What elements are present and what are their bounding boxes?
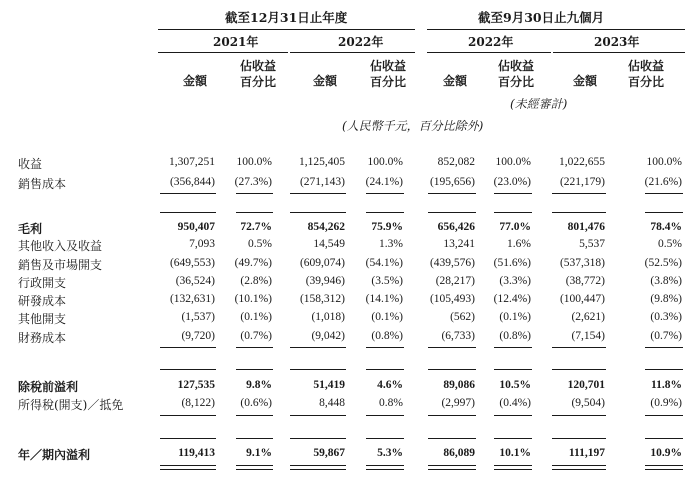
cell-cost-of-sales-2023-amount: (221,179) xyxy=(559,176,605,188)
rule-after-finance-costs-3 xyxy=(366,347,404,348)
row-label-profit-before-tax: 除稅前溢利 xyxy=(18,380,79,394)
rule-before-gross-profit-1 xyxy=(236,212,273,213)
rule-after-cost-of-sales-6 xyxy=(552,193,606,194)
pct-label-2023-line1: 佔收益 xyxy=(628,59,665,73)
cell-finance-costs-2022-amount: (9,042) xyxy=(311,330,345,342)
rule-after-finance-costs-4 xyxy=(428,347,476,348)
amount-label-2021: 金額 xyxy=(183,74,208,88)
nine-month-period-header: 截至9月30日止九個月 xyxy=(478,10,605,25)
cell-profit-for-period-2023-pct: 10.9% xyxy=(650,447,682,459)
rule-before-profit-4 xyxy=(428,438,476,439)
rule-before-profit-5 xyxy=(494,438,532,439)
cell-profit-for-period-2022nm-amount: 86,089 xyxy=(443,447,475,459)
cell-rnd-costs-2021-pct: (10.1%) xyxy=(234,293,272,305)
cell-gross-profit-2022-amount: 854,262 xyxy=(307,221,345,233)
cell-gross-profit-2023-pct: 78.4% xyxy=(650,221,682,233)
rule-before-profit-before-tax-6 xyxy=(552,369,606,370)
rule-before-gross-profit-2 xyxy=(290,212,346,213)
row-label-finance-costs: 財務成本 xyxy=(18,331,67,345)
row-label-income-tax: 所得稅(開支)／抵免 xyxy=(18,398,124,412)
cell-admin-expenses-2023-amount: (38,772) xyxy=(565,275,605,287)
rule-before-profit-3 xyxy=(366,438,404,439)
cell-rnd-costs-2022-amount: (158,312) xyxy=(299,293,345,305)
rule-after-finance-costs-0 xyxy=(160,347,216,348)
cell-cost-of-sales-2023-pct: (21.6%) xyxy=(644,176,682,188)
cell-other-income-2022-amount: 14,549 xyxy=(313,238,345,250)
cell-admin-expenses-2022-pct: (3.5%) xyxy=(371,275,403,287)
rule-before-gross-profit-3 xyxy=(366,212,404,213)
row-label-gross-profit: 毛利 xyxy=(18,222,43,236)
rule-after-income-tax-7 xyxy=(645,415,683,416)
cell-income-tax-2022nm-pct: (0.4%) xyxy=(499,397,531,409)
rule-after-income-tax-5 xyxy=(494,415,532,416)
rule-after-cost-of-sales-1 xyxy=(236,193,273,194)
rule-after-income-tax-4 xyxy=(428,415,476,416)
double-rule-after-profit-5 xyxy=(494,465,532,470)
cell-revenue-2022nm-amount: 852,082 xyxy=(437,156,475,168)
cell-other-expenses-2023-pct: (0.3%) xyxy=(650,311,682,323)
rule-before-profit-2 xyxy=(290,438,346,439)
cell-other-income-2021-pct: 0.5% xyxy=(248,238,272,250)
rule-after-finance-costs-7 xyxy=(645,347,683,348)
cell-cost-of-sales-2022nm-pct: (23.0%) xyxy=(493,176,531,188)
cell-gross-profit-2021-pct: 72.7% xyxy=(240,221,272,233)
year-2022-nine-month-header: 2022年 xyxy=(468,35,514,49)
cell-profit-before-tax-2022nm-pct: 10.5% xyxy=(499,379,531,391)
cell-gross-profit-2022-pct: 75.9% xyxy=(371,221,403,233)
rule-before-profit-before-tax-1 xyxy=(236,369,273,370)
cell-profit-before-tax-2023-pct: 11.8% xyxy=(651,379,682,391)
row-label-admin-expenses: 行政開支 xyxy=(18,276,67,290)
rule-after-finance-costs-1 xyxy=(236,347,273,348)
amount-label-2022: 金額 xyxy=(313,74,338,88)
amount-label-2022-nm: 金額 xyxy=(443,74,468,88)
nine-month-header-rule xyxy=(427,29,685,30)
cell-selling-expenses-2022nm-pct: (51.6%) xyxy=(493,257,531,269)
cell-selling-expenses-2022-pct: (54.1%) xyxy=(365,257,403,269)
cell-cost-of-sales-2022-pct: (24.1%) xyxy=(365,176,403,188)
rule-before-gross-profit-4 xyxy=(428,212,476,213)
cell-profit-for-period-2021-amount: 119,413 xyxy=(178,447,215,459)
cell-finance-costs-2022nm-pct: (0.8%) xyxy=(499,330,531,342)
cell-cost-of-sales-2021-pct: (27.3%) xyxy=(234,176,272,188)
cell-rnd-costs-2023-pct: (9.8%) xyxy=(650,293,682,305)
rule-after-cost-of-sales-3 xyxy=(366,193,404,194)
cell-cost-of-sales-2022-amount: (271,143) xyxy=(299,176,345,188)
cell-cost-of-sales-2022nm-amount: (195,656) xyxy=(429,176,475,188)
cell-other-expenses-2022-amount: (1,018) xyxy=(311,311,345,323)
cell-revenue-2022-pct: 100.0% xyxy=(367,156,403,168)
year-2022-nm-rule xyxy=(427,52,551,53)
rule-after-cost-of-sales-7 xyxy=(645,193,683,194)
cell-revenue-2022-amount: 1,125,405 xyxy=(299,156,345,168)
pct-label-2022-nm-line1: 佔收益 xyxy=(498,59,535,73)
cell-admin-expenses-2022nm-amount: (28,217) xyxy=(435,275,475,287)
pct-label-2023-line2: 百分比 xyxy=(628,75,665,89)
cell-admin-expenses-2021-amount: (36,524) xyxy=(175,275,215,287)
cell-profit-for-period-2022-amount: 59,867 xyxy=(313,447,345,459)
pct-label-2021-line1: 佔收益 xyxy=(240,59,277,73)
cell-income-tax-2021-amount: (8,122) xyxy=(181,397,215,409)
rule-after-cost-of-sales-4 xyxy=(428,193,476,194)
rule-after-finance-costs-5 xyxy=(494,347,532,348)
cell-admin-expenses-2022-amount: (39,946) xyxy=(305,275,345,287)
double-rule-after-profit-2 xyxy=(290,465,346,470)
cell-finance-costs-2021-amount: (9,720) xyxy=(181,330,215,342)
unit-note: (人民幣千元，百分比除外) xyxy=(342,119,484,133)
cell-selling-expenses-2023-pct: (52.5%) xyxy=(644,257,682,269)
rule-after-income-tax-6 xyxy=(552,415,606,416)
cell-other-income-2023-amount: 5,537 xyxy=(579,238,605,250)
cell-selling-expenses-2022nm-amount: (439,576) xyxy=(429,257,475,269)
cell-rnd-costs-2022nm-amount: (105,493) xyxy=(429,293,475,305)
cell-profit-before-tax-2022-amount: 51,419 xyxy=(313,379,345,391)
year-2023-header: 2023年 xyxy=(594,35,640,49)
cell-gross-profit-2022nm-amount: 656,426 xyxy=(437,221,475,233)
cell-selling-expenses-2021-pct: (49.7%) xyxy=(234,257,272,269)
cell-profit-before-tax-2022-pct: 4.6% xyxy=(377,379,403,391)
pct-label-2022-nm-line2: 百分比 xyxy=(498,75,535,89)
row-label-selling-expenses: 銷售及市場開支 xyxy=(18,258,103,272)
rule-before-profit-0 xyxy=(160,438,216,439)
cell-revenue-2023-amount: 1,022,655 xyxy=(559,156,605,168)
rule-after-cost-of-sales-5 xyxy=(494,193,532,194)
rule-after-cost-of-sales-2 xyxy=(290,193,346,194)
rule-after-income-tax-3 xyxy=(366,415,404,416)
year-2021-rule xyxy=(158,52,288,53)
cell-profit-for-period-2023-amount: 111,197 xyxy=(568,447,605,459)
annual-period-header: 截至12月31日止年度 xyxy=(225,10,348,25)
double-rule-after-profit-0 xyxy=(160,465,216,470)
cell-gross-profit-2022nm-pct: 77.0% xyxy=(499,221,531,233)
cell-profit-for-period-2022-pct: 5.3% xyxy=(377,447,403,459)
unaudited-note: (未經審計) xyxy=(510,97,568,111)
amount-label-2023: 金額 xyxy=(573,74,598,88)
cell-income-tax-2022-pct: 0.8% xyxy=(379,397,403,409)
row-label-revenue: 收益 xyxy=(18,157,43,171)
year-2021-header: 2021年 xyxy=(213,35,259,49)
cell-income-tax-2023-amount: (9,504) xyxy=(571,397,605,409)
rule-after-income-tax-2 xyxy=(290,415,346,416)
rule-after-finance-costs-2 xyxy=(290,347,346,348)
rule-before-profit-before-tax-3 xyxy=(366,369,404,370)
cell-other-income-2022-pct: 1.3% xyxy=(379,238,403,250)
row-label-other-income: 其他收入及收益 xyxy=(18,239,103,253)
cell-income-tax-2022-amount: 8,448 xyxy=(319,397,345,409)
year-2023-rule xyxy=(553,52,685,53)
cell-finance-costs-2021-pct: (0.7%) xyxy=(240,330,272,342)
cell-finance-costs-2022nm-amount: (6,733) xyxy=(441,330,475,342)
cell-other-income-2022nm-amount: 13,241 xyxy=(443,238,475,250)
row-label-other-expenses: 其他開支 xyxy=(18,312,67,326)
cell-finance-costs-2023-amount: (7,154) xyxy=(571,330,605,342)
row-label-profit-for-period: 年／期內溢利 xyxy=(18,448,91,462)
cell-other-income-2023-pct: 0.5% xyxy=(658,238,682,250)
rule-before-profit-7 xyxy=(645,438,683,439)
cell-revenue-2022nm-pct: 100.0% xyxy=(495,156,531,168)
cell-rnd-costs-2021-amount: (132,631) xyxy=(169,293,215,305)
double-rule-after-profit-1 xyxy=(236,465,273,470)
cell-other-expenses-2021-pct: (0.1%) xyxy=(240,311,272,323)
cell-profit-before-tax-2021-pct: 9.8% xyxy=(246,379,272,391)
cell-selling-expenses-2022-amount: (609,074) xyxy=(299,257,345,269)
rule-before-gross-profit-6 xyxy=(552,212,606,213)
cell-other-expenses-2023-amount: (2,621) xyxy=(571,311,605,323)
cell-rnd-costs-2022nm-pct: (12.4%) xyxy=(493,293,531,305)
cell-revenue-2023-pct: 100.0% xyxy=(646,156,682,168)
cell-selling-expenses-2023-amount: (537,318) xyxy=(559,257,605,269)
year-2022-rule xyxy=(290,52,415,53)
rule-before-gross-profit-7 xyxy=(645,212,683,213)
pct-label-2021-line2: 百分比 xyxy=(240,75,277,89)
rule-before-profit-6 xyxy=(552,438,606,439)
cell-revenue-2021-amount: 1,307,251 xyxy=(169,156,215,168)
cell-income-tax-2021-pct: (0.6%) xyxy=(240,397,272,409)
rule-before-gross-profit-0 xyxy=(160,212,216,213)
pct-label-2022-line1: 佔收益 xyxy=(370,59,407,73)
cell-profit-for-period-2022nm-pct: 10.1% xyxy=(499,447,531,459)
double-rule-after-profit-6 xyxy=(552,465,606,470)
cell-selling-expenses-2021-amount: (649,553) xyxy=(169,257,215,269)
cell-revenue-2021-pct: 100.0% xyxy=(236,156,272,168)
year-2022-header: 2022年 xyxy=(338,35,384,49)
cell-rnd-costs-2022-pct: (14.1%) xyxy=(365,293,403,305)
rule-before-profit-before-tax-2 xyxy=(290,369,346,370)
cell-finance-costs-2023-pct: (0.7%) xyxy=(650,330,682,342)
rule-before-gross-profit-5 xyxy=(494,212,532,213)
cell-other-income-2022nm-pct: 1.6% xyxy=(507,238,531,250)
double-rule-after-profit-4 xyxy=(428,465,476,470)
cell-other-income-2021-amount: 7,093 xyxy=(189,238,215,250)
rule-before-profit-before-tax-7 xyxy=(645,369,683,370)
cell-admin-expenses-2021-pct: (2.8%) xyxy=(240,275,272,287)
rule-after-finance-costs-6 xyxy=(552,347,606,348)
cell-other-expenses-2022nm-pct: (0.1%) xyxy=(499,311,531,323)
cell-other-expenses-2021-amount: (1,537) xyxy=(181,311,215,323)
rule-after-income-tax-1 xyxy=(236,415,273,416)
cell-gross-profit-2021-amount: 950,407 xyxy=(177,221,215,233)
rule-after-cost-of-sales-0 xyxy=(160,193,216,194)
annual-header-rule xyxy=(158,29,415,30)
cell-profit-before-tax-2021-amount: 127,535 xyxy=(177,379,215,391)
double-rule-after-profit-3 xyxy=(366,465,404,470)
cell-admin-expenses-2023-pct: (3.8%) xyxy=(650,275,682,287)
rule-before-profit-before-tax-4 xyxy=(428,369,476,370)
rule-after-income-tax-0 xyxy=(160,415,216,416)
cell-cost-of-sales-2021-amount: (356,844) xyxy=(169,176,215,188)
cell-income-tax-2023-pct: (0.9%) xyxy=(650,397,682,409)
rule-before-profit-1 xyxy=(236,438,273,439)
cell-other-expenses-2022nm-amount: (562) xyxy=(450,311,475,323)
rule-before-profit-before-tax-0 xyxy=(160,369,216,370)
cell-income-tax-2022nm-amount: (2,997) xyxy=(441,397,475,409)
cell-profit-for-period-2021-pct: 9.1% xyxy=(246,447,272,459)
pct-label-2022-line2: 百分比 xyxy=(370,75,407,89)
cell-other-expenses-2022-pct: (0.1%) xyxy=(371,311,403,323)
cell-rnd-costs-2023-amount: (100,447) xyxy=(559,293,605,305)
cell-profit-before-tax-2023-amount: 120,701 xyxy=(567,379,605,391)
cell-finance-costs-2022-pct: (0.8%) xyxy=(371,330,403,342)
double-rule-after-profit-7 xyxy=(645,465,683,470)
cell-profit-before-tax-2022nm-amount: 89,086 xyxy=(443,379,475,391)
row-label-cost-of-sales: 銷售成本 xyxy=(18,177,67,191)
cell-admin-expenses-2022nm-pct: (3.3%) xyxy=(499,275,531,287)
cell-gross-profit-2023-amount: 801,476 xyxy=(567,221,605,233)
row-label-rnd-costs: 研發成本 xyxy=(18,294,67,308)
rule-before-profit-before-tax-5 xyxy=(494,369,532,370)
